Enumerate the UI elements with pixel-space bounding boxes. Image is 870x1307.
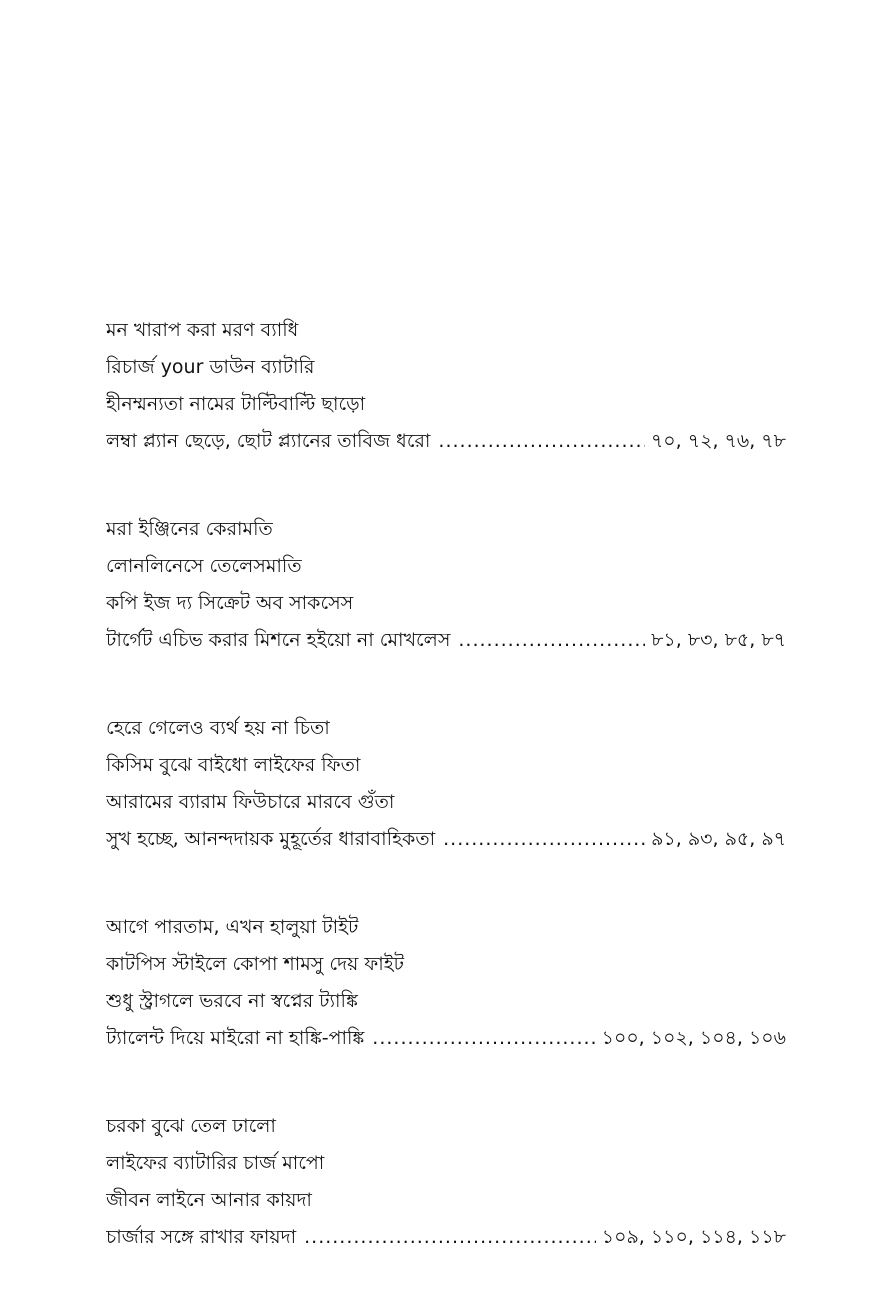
toc-line: লাইফের ব্যাটারির চার্জ মাপো [106,1152,325,1174]
toc-entry-pages: ৭০, ৭২, ৭৬, ৭৮ [650,430,786,452]
dot-leader [372,1020,595,1057]
toc-entry [106,1219,786,1256]
toc-group [106,511,786,659]
toc-group [106,1108,786,1256]
toc-line: আগে পারতাম, এখন হালুয়া টাইট [106,916,359,938]
toc-entry-pages: ১০৯, ১১০, ১১৪, ১১৮ [601,1226,786,1248]
toc-entry-title: ট্যালেন্ট দিয়ে মাইরো না হাঙ্কি-পাঙ্কি [106,1027,365,1049]
dot-leader [443,821,645,858]
toc-entry-pages: ৯১, ৯৩, ৯৫, ৯৭ [651,828,786,850]
toc-entry-title: টার্গেট এচিভ করার মিশনে হইয়ো না মোখলেস [106,629,451,651]
toc-line: হেরে গেলেও ব্যর্থ হয় না চিতা [106,717,330,739]
toc-line: মন খারাপ করা মরণ ব্যাধি [106,319,299,341]
toc-line: কপি ইজ দ্য সিক্রেট অব সাকসেস [106,592,354,614]
toc-entry-title: চার্জার সঙ্গে রাখার ফায়দা [106,1226,297,1248]
toc-line: লোনলিনেসে তেলেসমাতি [106,555,302,577]
toc-line: কাটপিস স্টাইলে কোপা শামসু দেয় ফাইট [106,953,404,975]
toc-line: চরকা বুঝে তেল ঢালো [106,1115,276,1137]
toc-group [106,312,786,460]
dot-leader [304,1219,596,1256]
toc-entry [106,821,786,858]
table-of-contents [106,312,786,1307]
toc-entry [106,622,786,659]
toc-group [106,909,786,1057]
toc-line: হীনম্মন্যতা নামের টাল্টিবাল্টি ছাড়ো [106,393,366,415]
toc-entry [106,423,786,460]
dot-leader [438,423,645,460]
toc-entry-pages: ১০০, ১০২, ১০৪, ১০৬ [601,1027,786,1049]
toc-line: মরা ইঞ্জিনের কেরামতি [106,518,273,540]
toc-entry-title: লম্বা প্ল্যান ছেড়ে, ছোট প্ল্যানের তাবিজ ধরো [106,430,431,452]
toc-entry-title: সুখ হচ্ছে, আনন্দদায়ক মুহূর্তের ধারাবাহিকতা [106,828,436,850]
toc-line: আরামের ব্যারাম ফিউচারে মারবে গুঁতা [106,791,395,813]
toc-line: রিচার্জ your ডাউন ব্যাটারি [106,356,315,378]
toc-entry [106,1020,786,1057]
toc-group [106,710,786,858]
toc-line: জীবন লাইনে আনার কায়দা [106,1189,312,1211]
toc-line: কিসিম বুঝে বাইধো লাইফের ফিতা [106,754,361,776]
toc-entry-pages: ৮১, ৮৩, ৮৫, ৮৭ [651,629,786,651]
dot-leader [458,622,645,659]
toc-line: শুধু স্ট্রাগলে ভরবে না স্বপ্নের ট্যাঙ্কি [106,990,358,1012]
